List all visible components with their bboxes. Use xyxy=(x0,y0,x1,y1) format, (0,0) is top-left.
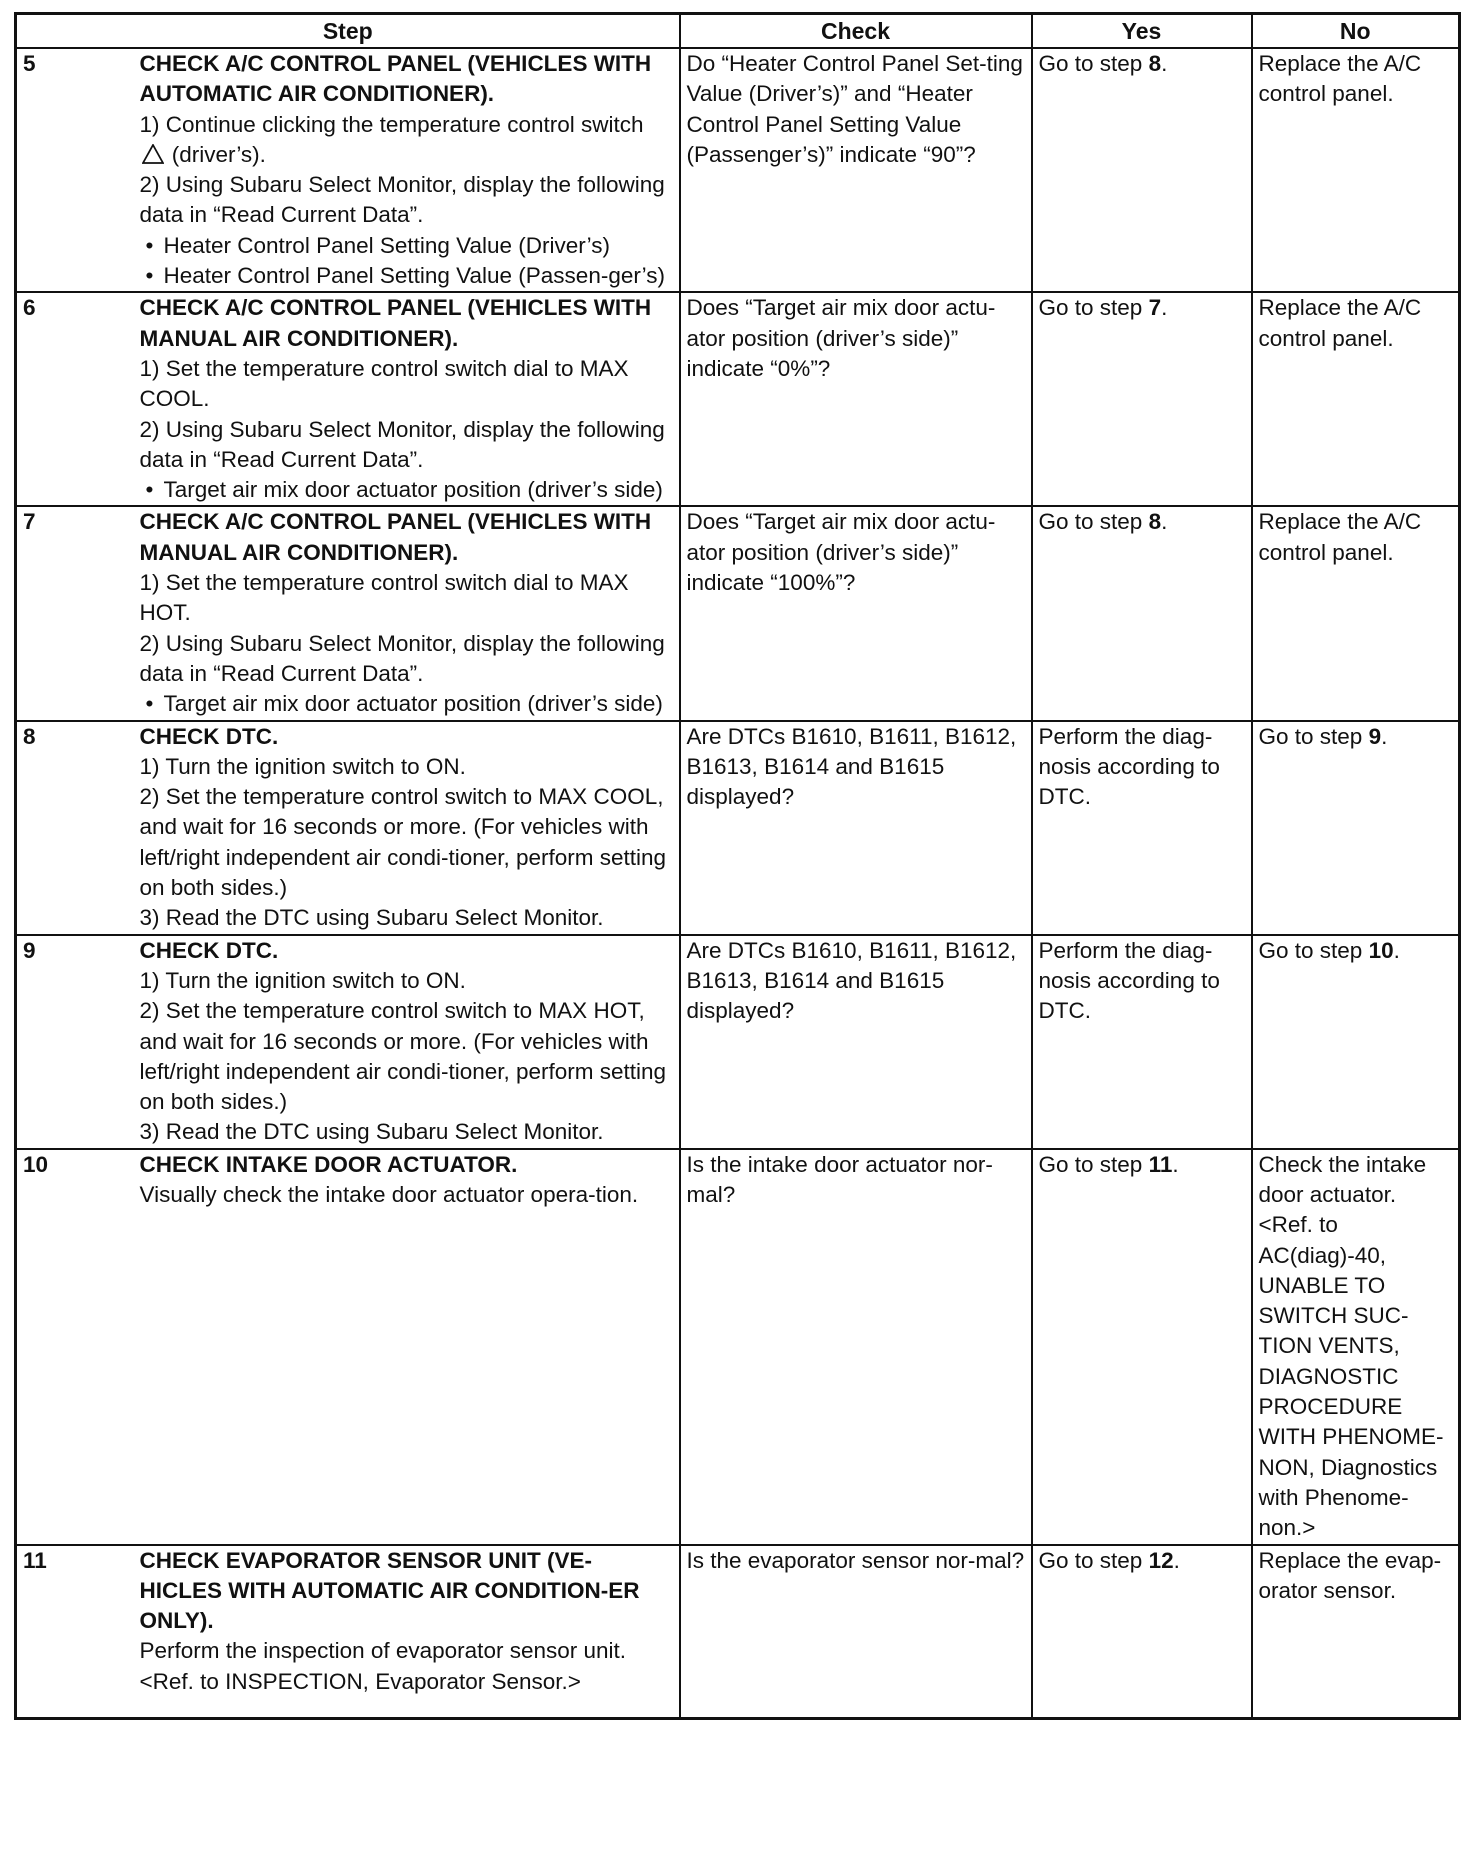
step-number: 11 xyxy=(16,1545,134,1719)
check-cell: Do “Heater Control Panel Set-ting Value (Driver’s)” and “Heater Control Panel Setting Value (Passenger’s)” indicate “90”? xyxy=(680,48,1032,292)
header-step: Step xyxy=(16,14,680,49)
step-bullet: • Heater Control Panel Setting Value (Driver’s) xyxy=(140,231,673,261)
step-number: 8 xyxy=(16,721,134,935)
header-yes: Yes xyxy=(1032,14,1252,49)
no-text: . xyxy=(1393,937,1400,963)
table-row xyxy=(16,935,1460,1149)
yes-text: Go to step xyxy=(1038,1547,1149,1573)
step-title: CHECK A/C CONTROL PANEL (VEHICLES WITH MANUAL AIR CONDITIONER). xyxy=(139,509,652,565)
step-number: 9 xyxy=(16,935,134,1149)
yes-cell: Perform the diag-nosis according to DTC. xyxy=(1032,935,1252,1149)
check-cell: Are DTCs B1610, B1611, B1612, B1613, B1614 and B1615 displayed? xyxy=(680,721,1032,935)
table-row xyxy=(16,506,1460,720)
step-bullet: • Target air mix door actuator position (driver’s side) xyxy=(140,475,673,505)
step-substep: 1) Turn the ignition switch to ON. xyxy=(139,967,466,993)
table-row xyxy=(16,48,1460,292)
step-substep: 1) Turn the ignition switch to ON. xyxy=(139,753,466,779)
check-cell: Does “Target air mix door actu-ator position (driver’s side)” indicate “100%”? xyxy=(680,506,1032,720)
step-title: CHECK INTAKE DOOR ACTUATOR. xyxy=(139,1151,518,1177)
step-substep: 1) Set the temperature control switch dial to MAX HOT. xyxy=(139,570,629,626)
yes-text: . xyxy=(1172,1151,1179,1177)
step-number: 7 xyxy=(16,506,134,720)
step-title: CHECK A/C CONTROL PANEL (VEHICLES WITH AUTOMATIC AIR CONDITIONER). xyxy=(139,51,652,107)
yes-text: . xyxy=(1173,1547,1180,1573)
yes-cell: Perform the diag-nosis according to DTC. xyxy=(1032,721,1252,935)
substep-text: (driver’s). xyxy=(165,141,266,167)
yes-step-ref: 11 xyxy=(1148,1151,1173,1177)
yes-text: Go to step xyxy=(1038,509,1149,535)
header-check: Check xyxy=(680,14,1032,49)
check-cell: Is the intake door actuator nor-mal? xyxy=(680,1149,1032,1545)
substep-text: 1) Continue clicking the temperature control switch xyxy=(139,111,644,137)
yes-step-ref: 7 xyxy=(1148,295,1162,321)
step-bullet: • Target air mix door actuator position (driver’s side) xyxy=(140,689,673,719)
step-substep: 2) Using Subaru Select Monitor, display the following data in “Read Current Data”. xyxy=(139,630,665,686)
step-number: 10 xyxy=(16,1149,134,1545)
step-description xyxy=(134,935,680,1149)
no-cell: Replace the A/C control panel. xyxy=(1252,506,1460,720)
no-step-ref: 9 xyxy=(1368,723,1382,749)
yes-text: . xyxy=(1161,295,1168,321)
step-substep xyxy=(140,110,673,171)
yes-text: Go to step xyxy=(1038,295,1149,321)
no-cell: Replace the evap-orator sensor. xyxy=(1252,1545,1460,1719)
step-description xyxy=(134,48,680,292)
no-step-ref: 10 xyxy=(1368,937,1394,963)
step-substep: Visually check the intake door actuator opera-tion. xyxy=(139,1181,639,1207)
check-cell: Does “Target air mix door actu-ator position (driver’s side)” indicate “0%”? xyxy=(680,292,1032,506)
triangle-up-icon xyxy=(142,144,164,164)
step-number: 6 xyxy=(16,292,134,506)
step-substep: 2) Using Subaru Select Monitor, display the following data in “Read Current Data”. xyxy=(139,416,665,472)
table-row xyxy=(16,1149,1460,1545)
yes-cell xyxy=(1032,1149,1252,1545)
no-text: Go to step xyxy=(1258,723,1369,749)
step-title: CHECK A/C CONTROL PANEL (VEHICLES WITH MANUAL AIR CONDITIONER). xyxy=(139,295,652,351)
step-description xyxy=(134,721,680,935)
step-substep: 2) Using Subaru Select Monitor, display the following data in “Read Current Data”. xyxy=(139,172,665,228)
no-text: Go to step xyxy=(1258,937,1369,963)
no-cell: Replace the A/C control panel. xyxy=(1252,48,1460,292)
yes-text: Go to step xyxy=(1038,1151,1149,1177)
yes-cell xyxy=(1032,292,1252,506)
table-body xyxy=(16,48,1460,1719)
step-substep: Perform the inspection of evaporator sensor unit. <Ref. to INSPECTION, Evaporator Sensor.> xyxy=(139,1638,627,1694)
yes-step-ref: 8 xyxy=(1148,509,1162,535)
yes-text: . xyxy=(1161,509,1168,535)
no-text: . xyxy=(1381,723,1388,749)
step-title: CHECK DTC. xyxy=(139,937,279,963)
step-description xyxy=(134,1545,680,1719)
check-cell: Are DTCs B1610, B1611, B1612, B1613, B1614 and B1615 displayed? xyxy=(680,935,1032,1149)
step-bullet: • Heater Control Panel Setting Value (Passen-ger’s) xyxy=(140,261,673,291)
step-substep: 3) Read the DTC using Subaru Select Monitor. xyxy=(139,905,604,931)
table-row xyxy=(16,292,1460,506)
step-number: 5 xyxy=(16,48,134,292)
table-row xyxy=(16,721,1460,935)
table-header-row xyxy=(16,14,1460,49)
header-no: No xyxy=(1252,14,1460,49)
step-description xyxy=(134,292,680,506)
step-substep: 3) Read the DTC using Subaru Select Monitor. xyxy=(139,1119,604,1145)
yes-text: Go to step xyxy=(1038,51,1149,76)
step-description xyxy=(134,506,680,720)
step-substep: 2) Set the temperature control switch to MAX COOL, and wait for 16 seconds or more. (For vehicles with left/right independent air condi-tioner, perform setting on both sides.) xyxy=(139,784,667,901)
yes-cell xyxy=(1032,506,1252,720)
no-cell: Check the intake door actuator. <Ref. to AC(diag)-40, UNABLE TO SWITCH SUC-TION VENTS, DIAGNOSTIC PROCEDURE WITH PHENOME-NON, Diagnostics with Phenome-non.> xyxy=(1252,1149,1460,1545)
diagnostic-procedure-page xyxy=(14,12,1458,1720)
no-cell: Replace the A/C control panel. xyxy=(1252,292,1460,506)
diagnostic-table xyxy=(14,12,1461,1720)
yes-text: . xyxy=(1161,51,1168,76)
step-description xyxy=(134,1149,680,1545)
yes-cell xyxy=(1032,1545,1252,1719)
step-title: CHECK EVAPORATOR SENSOR UNIT (VE-HICLES WITH AUTOMATIC AIR CONDITION-ER ONLY). xyxy=(139,1547,640,1634)
step-title: CHECK DTC. xyxy=(139,723,279,749)
yes-cell xyxy=(1032,48,1252,292)
no-cell xyxy=(1252,721,1460,935)
step-substep: 1) Set the temperature control switch dial to MAX COOL. xyxy=(139,355,629,412)
step-substep: 2) Set the temperature control switch to MAX HOT, and wait for 16 seconds or more. (For vehicles with left/right independent air condi-tioner, perform setting on both sides.) xyxy=(139,998,667,1115)
no-cell xyxy=(1252,935,1460,1149)
check-cell: Is the evaporator sensor nor-mal? xyxy=(680,1545,1032,1719)
yes-step-ref: 8 xyxy=(1148,51,1162,76)
table-row xyxy=(16,1545,1460,1719)
yes-step-ref: 12 xyxy=(1148,1547,1174,1573)
